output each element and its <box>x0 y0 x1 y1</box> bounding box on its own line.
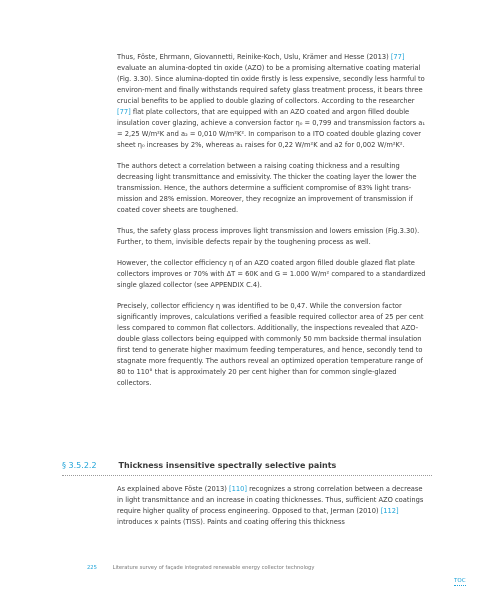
footer-title: Literature survey of façade integrated renewable energy collector technology <box>112 565 315 571</box>
paragraph <box>117 258 427 291</box>
paragraph-text: Thus, Föste, Ehrmann, Giovannetti, Reinike-Koch, Uslu, Krämer and Hesse (2013) <box>117 53 391 61</box>
section-number <box>62 461 116 470</box>
section-number-value: 3.5.2.2 <box>68 461 97 470</box>
section-symbol: § <box>62 461 66 470</box>
paragraph-text: The authors detect a correlation between a raising coating thickness and a resulting decreasing light transmittance and emissivity. The thicker the coating layer the lower the transmission. Hence, the authors determine a sufficient compromise of 83% light trans-mission and 28% emission. Moreover, they recognize an improvement of transmission if coated cover sheets are toughened. <box>117 162 417 214</box>
paragraph-text: recognizes a strong correlation between a decrease in light transmittance and an increase in coating thicknesses. Thus, sufficient AZO coatings require higher quality of process engineering. Opposed to that, Jerman (2010) <box>117 485 424 515</box>
paragraph <box>117 484 427 528</box>
page-footer <box>87 565 314 571</box>
main-text <box>117 52 427 399</box>
paragraph <box>117 52 427 151</box>
citation-link[interactable]: [77] <box>117 108 131 116</box>
paragraph <box>117 161 427 216</box>
paragraph-text: evaluate an alumina-dopted tin oxide (AZO) to be a promising alternative coating material (Fig. 3.30). Since alumina-dopted tin oxide firstly is less expensive, secondly less harmful to environ-ment and finally withstands required safety glass treatment process, it bears three crucial benefits to be applied to double glazing of collectors. According to the researcher <box>117 64 425 105</box>
paragraph-text: flat plate collectors, that are equipped with an AZO coated and argon filled double insulation cover glazing, achieve a conversion factor η₀ = 0,799 and transmission factors a₁ = 2,25 W/m²K and a₂ = 0,010 W/m²K². In comparison to a ITO coated double glazing cover sheet η₀ increases by 2%, whereas a₁ raises for 0,22 W/m²K and a2 for 0,002 W/m²K². <box>117 108 426 149</box>
citation-link[interactable]: [77] <box>390 53 405 61</box>
toc-link[interactable]: TOC <box>454 578 466 584</box>
paragraph-text: Thus, the safety glass process improves light transmission and lowers emission (Fig.3.30). Further, to them, invisible defects repair by the toughening process as well. <box>117 227 420 246</box>
section-heading <box>62 461 432 476</box>
page-number: 225 <box>87 565 97 571</box>
paragraph-text: As explained above Föste (2013) <box>117 485 229 493</box>
paragraph-text: However, the collector efficiency η of an AZO coated argon filled double glazed flat plate collectors improves or 70% with ΔT = 60K and G = 1.000 W/m² compared to a standardized single glazed collector (see APPENDIX C.4). <box>117 259 426 289</box>
paragraph-text: introduces x paints (TISS). Paints and coating offering this thickness <box>117 518 345 526</box>
section-title: Thickness insensitive spectrally selective paints <box>118 461 337 470</box>
paragraph-text: Precisely, collector efficiency η was identified to be 0,47. While the conversion factor significantly improves, calculations verified a feasible required collector area of 25 per cent less compared to common flat collectors. Additionally, the inspections revealed that AZO-double glass collectors being equipped with commonly 50 mm backside thermal insulation first tend to generate higher maximum feeding temperatures, and hence, secondly tend to stagnate more frequently. The authors reveal an optimized operation temperature range of 80 to 110° that is approximately 20 per cent higher than for common single-glazed collectors. <box>117 302 424 387</box>
paragraph <box>117 226 427 248</box>
section-text <box>117 484 427 538</box>
citation-link[interactable]: [112] <box>380 507 399 515</box>
paragraph <box>117 301 427 389</box>
citation-link[interactable]: [110] <box>228 485 247 493</box>
